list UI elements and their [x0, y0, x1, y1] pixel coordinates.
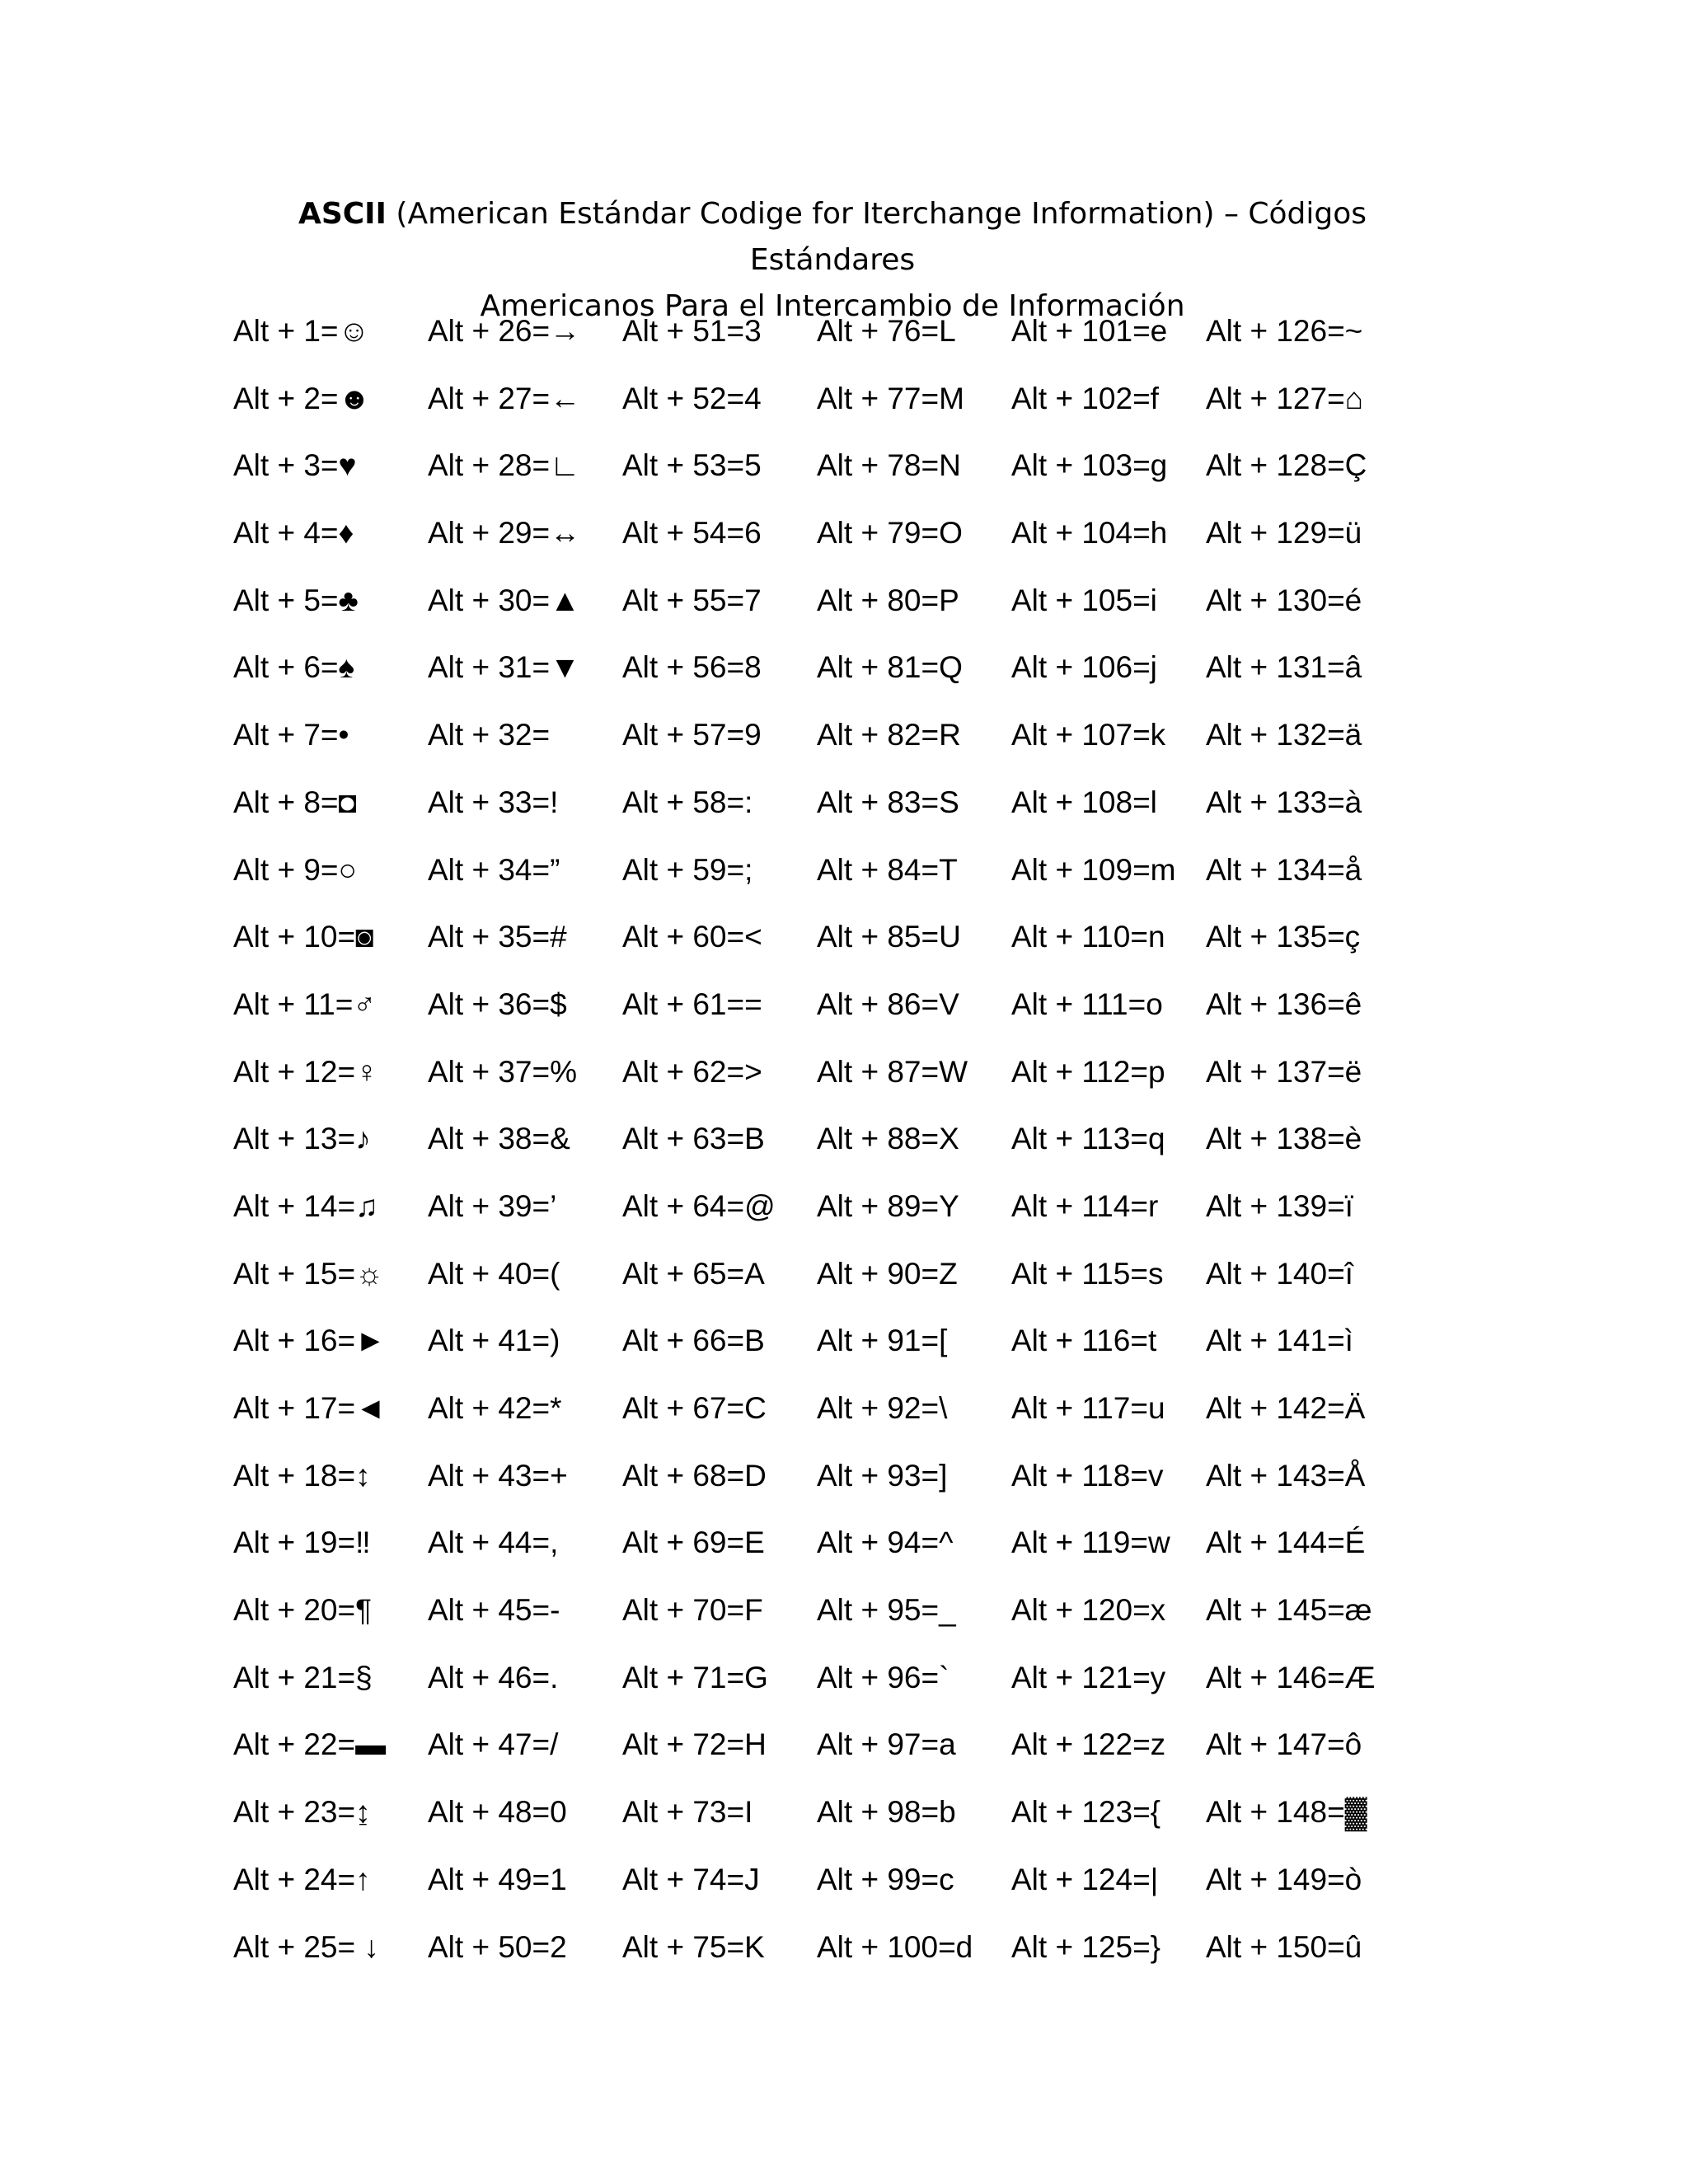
alt-code-entry: Alt + 49=1 [428, 1862, 567, 1896]
alt-code-entry: Alt + 103=g [1011, 448, 1168, 483]
alt-code-entry: Alt + 23=↨ [233, 1795, 371, 1830]
alt-code-entry: Alt + 21=§ [233, 1660, 373, 1694]
alt-code-entry: Alt + 67=C [622, 1391, 767, 1425]
alt-code-entry: Alt + 70=F [622, 1593, 763, 1628]
alt-code-entry: Alt + 24=↑ [233, 1862, 371, 1896]
alt-code-entry: Alt + 72=H [622, 1727, 767, 1762]
alt-code-entry: Alt + 41=) [428, 1324, 560, 1358]
alt-code-entry: Alt + 28=∟ [428, 448, 580, 483]
alt-code-entry: Alt + 88=X [817, 1122, 959, 1156]
alt-code-entry: Alt + 101=e [1011, 314, 1168, 348]
alt-code-entry: Alt + 12=♀ [233, 1054, 378, 1089]
alt-code-entry: Alt + 8=◘ [233, 785, 357, 819]
alt-code-entry: Alt + 110=n [1011, 920, 1165, 954]
alt-code-entry: Alt + 139=ï [1206, 1188, 1353, 1223]
alt-code-entry: Alt + 33=! [428, 785, 559, 819]
alt-code-entry: Alt + 64=@ [622, 1188, 776, 1223]
alt-code-entry: Alt + 27=← [428, 381, 581, 415]
alt-code-entry: Alt + 106=j [1011, 650, 1157, 685]
alt-code-entry: Alt + 42=* [428, 1391, 562, 1425]
alt-code-entry: Alt + 25= ↓ [233, 1929, 379, 1964]
alt-code-entry: Alt + 1=☺ [233, 314, 370, 348]
alt-code-entry: Alt + 108=l [1011, 785, 1157, 819]
alt-code-entry: Alt + 144=É [1206, 1526, 1366, 1560]
alt-code-entry: Alt + 132=ä [1206, 718, 1362, 752]
alt-code-entry: Alt + 138=è [1206, 1122, 1362, 1156]
alt-code-entry: Alt + 119=w [1011, 1526, 1170, 1560]
alt-code-entry: Alt + 65=A [622, 1256, 765, 1291]
alt-code-entry: Alt + 5=♣ [233, 583, 359, 617]
alt-code-entry: Alt + 145=æ [1206, 1593, 1372, 1628]
alt-code-entry: Alt + 29=↔ [428, 516, 581, 551]
alt-code-entry: Alt + 79=O [817, 516, 963, 551]
alt-code-entry: Alt + 115=s [1011, 1256, 1164, 1291]
alt-code-entry: Alt + 137=ë [1206, 1054, 1362, 1089]
alt-code-entry: Alt + 81=Q [817, 650, 963, 685]
alt-code-entry: Alt + 15=☼ [233, 1256, 384, 1291]
alt-code-entry: Alt + 121=y [1011, 1660, 1166, 1694]
alt-code-entry: Alt + 14=♫ [233, 1188, 378, 1223]
alt-code-entry: Alt + 34=” [428, 852, 560, 887]
alt-code-entry: Alt + 98=b [817, 1795, 956, 1830]
alt-code-entry: Alt + 129=ü [1206, 516, 1362, 551]
alt-code-entry: Alt + 141=ì [1206, 1324, 1353, 1358]
alt-code-entry: Alt + 76=L [817, 314, 956, 348]
alt-code-entry: Alt + 111=o [1011, 987, 1163, 1021]
alt-code-entry: Alt + 143=Å [1206, 1458, 1366, 1493]
alt-code-entry: Alt + 127=⌂ [1206, 381, 1364, 415]
alt-code-entry: Alt + 126=~ [1206, 314, 1363, 348]
title-line-1-text: (American Estándar Codige for Iterchange Information) – Códigos Estándares [386, 197, 1367, 277]
alt-code-entry: Alt + 48=0 [428, 1795, 567, 1830]
alt-code-entry: Alt + 135=ç [1206, 920, 1361, 954]
alt-code-entry: Alt + 13=♪ [233, 1122, 371, 1156]
alt-code-entry: Alt + 4=♦ [233, 516, 354, 551]
alt-code-entry: Alt + 104=h [1011, 516, 1168, 551]
alt-code-entry: Alt + 37=% [428, 1054, 578, 1089]
alt-code-entry: Alt + 83=S [817, 785, 959, 819]
alt-code-entry: Alt + 61== [622, 987, 762, 1021]
alt-code-entry: Alt + 60=< [622, 920, 762, 954]
alt-code-entry: Alt + 142=Ä [1206, 1391, 1366, 1425]
alt-code-entry: Alt + 124=| [1011, 1862, 1159, 1896]
alt-code-entry: Alt + 102=f [1011, 381, 1159, 415]
alt-code-entry: Alt + 123={ [1011, 1795, 1161, 1830]
alt-code-entry: Alt + 94=^ [817, 1526, 954, 1560]
alt-code-entry: Alt + 120=x [1011, 1593, 1166, 1628]
alt-code-entry: Alt + 130=é [1206, 583, 1362, 617]
alt-code-entry: Alt + 20=¶ [233, 1593, 372, 1628]
alt-code-entry: Alt + 57=9 [622, 718, 762, 752]
alt-code-entry: Alt + 71=G [622, 1660, 768, 1694]
alt-code-entry: Alt + 77=M [817, 381, 964, 415]
alt-code-entry: Alt + 87=W [817, 1054, 968, 1089]
title-ascii: ASCII [298, 197, 387, 231]
alt-code-entry: Alt + 80=P [817, 583, 959, 617]
alt-code-entry: Alt + 136=ê [1206, 987, 1362, 1021]
alt-code-entry: Alt + 149=ò [1206, 1862, 1362, 1896]
alt-code-entry: Alt + 73=I [622, 1795, 753, 1830]
alt-code-entry: Alt + 51=3 [622, 314, 762, 348]
alt-code-entry: Alt + 30=▲ [428, 583, 580, 617]
alt-code-entry: Alt + 6=♠ [233, 650, 355, 685]
alt-code-entry: Alt + 125=} [1011, 1929, 1161, 1964]
title-line-1 [214, 191, 1451, 284]
alt-code-entry: Alt + 122=z [1011, 1727, 1166, 1762]
alt-code-entry: Alt + 128=Ç [1206, 448, 1367, 483]
alt-code-entry: Alt + 17=◄ [233, 1391, 386, 1425]
alt-code-entry: Alt + 86=V [817, 987, 959, 1021]
alt-code-entry: Alt + 140=î [1206, 1256, 1353, 1291]
title-line-2: Americanos Para el Intercambio de Información [480, 289, 1185, 323]
alt-code-entry: Alt + 112=p [1011, 1054, 1165, 1089]
alt-code-entry: Alt + 9=○ [233, 852, 357, 887]
alt-code-entry: Alt + 43=+ [428, 1458, 568, 1493]
alt-code-entry: Alt + 117=u [1011, 1391, 1165, 1425]
alt-code-entry: Alt + 35=# [428, 920, 567, 954]
alt-code-entry: Alt + 82=R [817, 718, 961, 752]
alt-code-entry: Alt + 38=& [428, 1122, 570, 1156]
alt-code-entry: Alt + 114=r [1011, 1188, 1159, 1223]
alt-code-table [233, 307, 1400, 1990]
alt-code-entry: Alt + 131=â [1206, 650, 1362, 685]
alt-code-entry: Alt + 66=B [622, 1324, 765, 1358]
alt-code-entry: Alt + 10=◙ [233, 920, 374, 954]
alt-code-entry: Alt + 62=> [622, 1054, 762, 1089]
alt-code-entry: Alt + 96=` [817, 1660, 950, 1694]
alt-code-entry: Alt + 75=K [622, 1929, 765, 1964]
alt-code-entry: Alt + 113=q [1011, 1122, 1165, 1156]
alt-code-entry: Alt + 2=☻ [233, 381, 371, 415]
alt-code-entry: Alt + 107=k [1011, 718, 1166, 752]
alt-code-entry: Alt + 36=$ [428, 987, 567, 1021]
alt-code-entry: Alt + 118=v [1011, 1458, 1164, 1493]
alt-code-entry: Alt + 84=T [817, 852, 958, 887]
alt-code-entry: Alt + 3=♥ [233, 448, 357, 483]
alt-code-entry: Alt + 19=‼ [233, 1526, 371, 1560]
alt-code-entry: Alt + 90=Z [817, 1256, 958, 1291]
alt-code-entry: Alt + 134=å [1206, 852, 1362, 887]
alt-code-entry: Alt + 45=- [428, 1593, 560, 1628]
alt-code-entry: Alt + 22=▬ [233, 1727, 387, 1762]
alt-code-entry: Alt + 146=Æ [1206, 1660, 1376, 1694]
alt-code-entry: Alt + 116=t [1011, 1324, 1157, 1358]
alt-code-entry: Alt + 53=5 [622, 448, 762, 483]
alt-code-entry: Alt + 44=, [428, 1526, 559, 1560]
alt-code-entry: Alt + 78=N [817, 448, 961, 483]
alt-code-entry: Alt + 89=Y [817, 1188, 959, 1223]
alt-code-entry: Alt + 97=a [817, 1727, 956, 1762]
alt-code-entry: Alt + 18=↕ [233, 1458, 371, 1493]
alt-code-entry: Alt + 58=: [622, 785, 753, 819]
alt-code-entry: Alt + 68=D [622, 1458, 767, 1493]
alt-code-entry: Alt + 133=à [1206, 785, 1362, 819]
alt-code-entry: Alt + 7=• [233, 718, 349, 752]
alt-code-entry: Alt + 95=_ [817, 1593, 956, 1628]
alt-code-entry: Alt + 32= [428, 718, 551, 752]
alt-code-entry: Alt + 55=7 [622, 583, 762, 617]
alt-code-entry: Alt + 26=→ [428, 314, 581, 348]
alt-code-entry: Alt + 105=i [1011, 583, 1157, 617]
alt-code-entry: Alt + 63=B [622, 1122, 765, 1156]
alt-code-entry: Alt + 74=J [622, 1862, 760, 1896]
alt-code-entry: Alt + 40=( [428, 1256, 560, 1291]
alt-code-entry: Alt + 69=E [622, 1526, 765, 1560]
alt-code-entry: Alt + 100=d [817, 1929, 973, 1964]
alt-code-entry: Alt + 52=4 [622, 381, 762, 415]
alt-code-entry: Alt + 39=’ [428, 1188, 557, 1223]
alt-code-entry: Alt + 109=m [1011, 852, 1176, 887]
alt-code-entry: Alt + 91=[ [817, 1324, 948, 1358]
alt-code-entry: Alt + 59=; [622, 852, 753, 887]
alt-code-entry: Alt + 92=\ [817, 1391, 948, 1425]
alt-code-entry: Alt + 85=U [817, 920, 961, 954]
alt-code-entry: Alt + 54=6 [622, 516, 762, 551]
alt-code-entry: Alt + 46=. [428, 1660, 559, 1694]
alt-code-entry: Alt + 11=♂ [233, 987, 377, 1021]
alt-code-entry: Alt + 99=c [817, 1862, 954, 1896]
alt-code-entry: Alt + 16=► [233, 1324, 386, 1358]
alt-code-entry: Alt + 147=ô [1206, 1727, 1362, 1762]
alt-code-entry: Alt + 56=8 [622, 650, 762, 685]
alt-code-entry: Alt + 150=û [1206, 1929, 1362, 1964]
alt-code-entry: Alt + 93=] [817, 1458, 948, 1493]
alt-code-entry: Alt + 47=/ [428, 1727, 559, 1762]
alt-code-entry: Alt + 31=▼ [428, 650, 580, 685]
alt-code-entry: Alt + 50=2 [428, 1929, 567, 1964]
alt-code-entry: Alt + 148=▓ [1206, 1795, 1367, 1830]
